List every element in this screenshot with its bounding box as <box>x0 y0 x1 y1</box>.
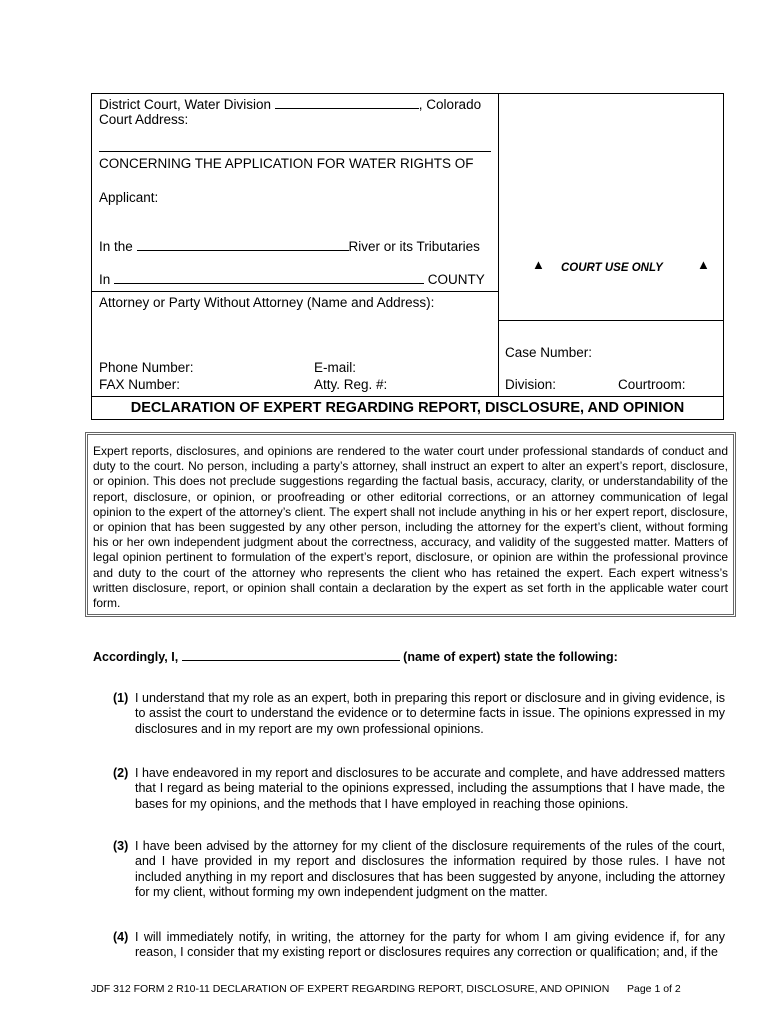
footer-page-number: Page 1 of 2 <box>627 983 681 995</box>
county-label: COUNTY <box>427 272 485 287</box>
expert-name-blank[interactable] <box>182 648 400 661</box>
paragraph-3 <box>113 839 725 901</box>
county-blank[interactable] <box>114 271 424 284</box>
in-label: In <box>99 272 111 287</box>
paragraph-number: (3) <box>113 839 129 853</box>
river-line <box>99 238 480 255</box>
state-following-label: (name of expert) state the following: <box>403 650 618 664</box>
paragraph-number: (2) <box>113 766 129 780</box>
fax-label: FAX Number: <box>99 377 181 392</box>
paragraph-number: (4) <box>113 930 129 944</box>
accordingly-label: Accordingly, I, <box>93 650 179 664</box>
water-division-blank[interactable] <box>275 96 419 109</box>
court-use-column <box>498 94 723 396</box>
court-label: District Court, Water Division <box>99 97 272 112</box>
paragraph-text: I understand that my role as an expert, both in preparing this report or disclosure and in giving evidence, is to assist the court to understand the evidence or to determine facts in issue. The opinions expressed in my disclosures and in my report are my own professional opinions. <box>135 691 725 736</box>
notice-text: Expert reports, disclosures, and opinions are rendered to the water court under professional standards of conduct and duty to the court. No person, including a party’s attorney, shall instruct an expert to alter an expert’s report, disclosure, or opinion. This does not preclude suggestions regarding the factual basis, accuracy, clarity, or understandability of the report, disclosure, or opinion, or proofreading or other editorial corrections, or an attorney communication of legal opinion to the expert of the attorney’s client. The expert shall not include anything in his or her expert report, disclosure, or opinion that has been suggested by any other person, including the attorney for the expert’s client, without forming his or her own independent judgment about the correctness, accuracy, and validity of the suggested matter. Matters of legal opinion pertinent to formulation of the expert’s report, disclosure, or opinion are within the professional province and duty to the court of the attorney who represents the client who has retained the expert. Each expert witness’s written disclosure, report, or opinion shall contain a declaration by the expert as set forth in the applicable water court form. <box>93 444 728 611</box>
paragraph-4 <box>113 930 725 961</box>
paragraph-number: (1) <box>113 691 129 705</box>
case-caption <box>91 93 724 397</box>
in-the-label: In the <box>99 239 133 254</box>
court-address-label: Court Address: <box>99 112 189 127</box>
court-use-divider <box>498 320 723 321</box>
footer-form-id: JDF 312 FORM 2 R10-11 DECLARATION OF EXPERT REGARDING REPORT, DISCLOSURE, AND OPINION <box>91 983 610 995</box>
attorney-label: Attorney or Party Without Attorney (Name and Address): <box>99 295 435 310</box>
paragraph-text: I will immediately notify, in writing, the attorney for the party for whom I am giving evidence if, for any reason, I consider that my existing report or disclosures requires any correction or qualification; and, if the <box>135 930 725 960</box>
arrow-up-icon: ▲ <box>697 257 710 272</box>
court-address-blank[interactable] <box>99 140 491 152</box>
notice-box <box>85 432 736 617</box>
county-line <box>99 271 485 288</box>
caption-divider <box>92 291 498 292</box>
division-label: Division: <box>505 377 557 392</box>
concerning-label: CONCERNING THE APPLICATION FOR WATER RIGHTS OF <box>99 156 474 171</box>
atty-reg-label: Atty. Reg. #: <box>314 377 388 392</box>
accordingly-line <box>93 648 618 664</box>
paragraph-1 <box>113 691 725 737</box>
river-blank[interactable] <box>137 238 349 251</box>
river-label: River or its Tributaries <box>348 239 480 254</box>
caption-left-column <box>92 94 499 396</box>
email-label: E-mail: <box>314 360 357 375</box>
paragraph-text: I have been advised by the attorney for my client of the disclosure requirements of the rules of the court, and I have provided in my report and disclosures the information required by those rules. I have not included anything in my report and disclosures that has been suggested by anyone, including the attorney for my client, without forming my own independent judgment on the matter. <box>135 839 725 900</box>
paragraph-2 <box>113 766 725 812</box>
colorado-label: , Colorado <box>418 97 482 112</box>
courtroom-label: Courtroom: <box>618 377 686 392</box>
paragraph-text: I have endeavored in my report and disclosures to be accurate and complete, and have addressed matters that I regard as being material to the opinions expressed, including the assumptions that I have made, the bases for my opinions, and the methods that I have employed in reaching those opinions. <box>135 766 725 811</box>
arrow-up-icon: ▲ <box>532 257 545 272</box>
applicant-label: Applicant: <box>99 190 159 205</box>
case-number-label: Case Number: <box>505 345 593 360</box>
form-title: DECLARATION OF EXPERT REGARDING REPORT, DISCLOSURE, AND OPINION <box>91 396 724 420</box>
court-use-only-label: COURT USE ONLY <box>561 262 663 274</box>
phone-label: Phone Number: <box>99 360 194 375</box>
court-line <box>99 96 481 113</box>
